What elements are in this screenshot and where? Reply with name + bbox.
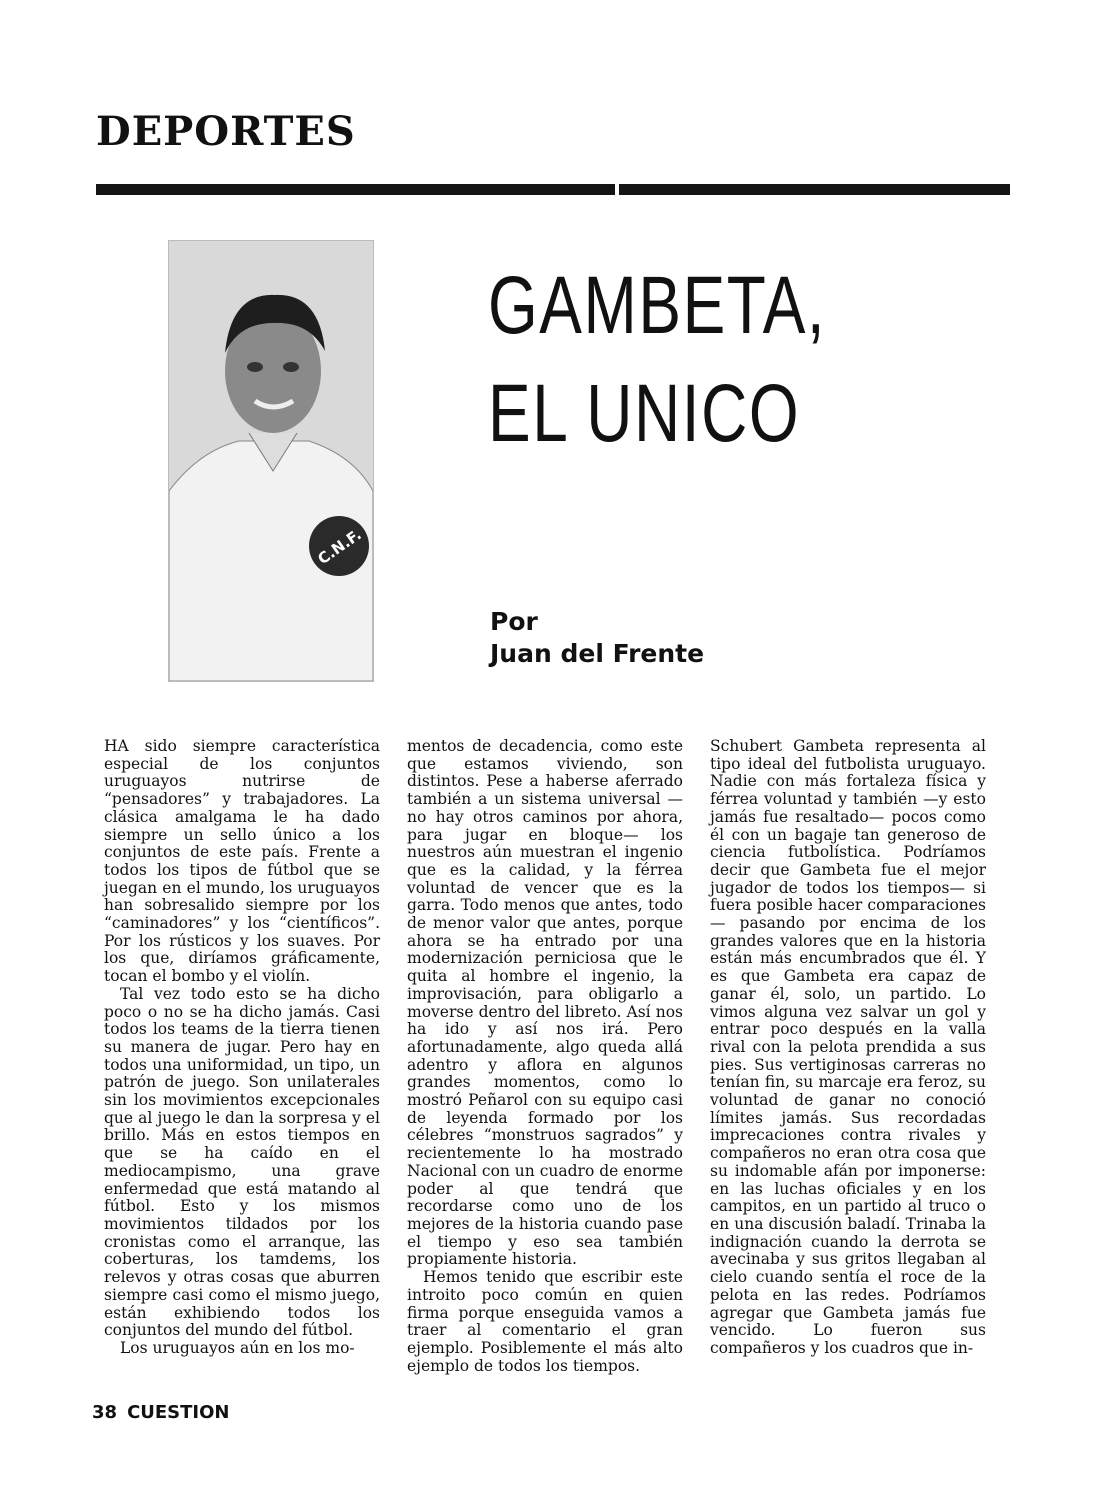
article-column-2	[407, 738, 683, 1375]
byline	[490, 606, 704, 670]
title-line-1: GAMBETA,	[488, 260, 827, 351]
header-rule-gap	[615, 184, 619, 195]
page-footer	[92, 1402, 230, 1423]
paragraph: Hemos tenido que escribir este introito poco común en quien firma porque enseguida vamos a traer al comentario el gran ejemplo. Posiblemente el más alto ejemplo de todos los tiempos.	[407, 1268, 683, 1375]
section-label: DEPORTES	[96, 108, 356, 155]
byline-prefix: Por	[490, 607, 538, 636]
player-photo	[168, 240, 374, 682]
article-column-1	[104, 738, 380, 1358]
paragraph: HA sido siempre característica especial de los conjuntos uruguayos nutrirse de “pensadores” y trabajadores. La clásica amalgama le ha dado siempre un sello único a los conjuntos de este país. Frente a todos los tipos de fútbol que se juegan en el mundo, los uruguayos han sobresalido siempre por los “caminadores” y los “científicos”. Por los rústicos y los suaves. Por los que, diríamos gráficamente, tocan el bombo y el violín.	[104, 737, 380, 986]
paragraph: Tal vez todo esto se ha dicho poco o no se ha dicho jamás. Casi todos los teams de la tierra tienen su manera de jugar. Pero hay en todos una uniformidad, un tipo, un patrón de juego. Son unilaterales sin los movimientos excepcionales que al juego le dan la sorpresa y el brillo. Más en estos tiempos en que se ha caído en el mediocampismo, una grave enfermedad que está matando al fútbol. Esto y los mismos movimientos tildados por los cronistas como el arranque, las coberturas, los tamdems, los relevos y otras cosas que aburren siempre casi como el mismo juego, están exhibiendo todos los conjuntos del mundo del fútbol.	[104, 984, 380, 1340]
article-column-3	[710, 738, 986, 1358]
article-title	[488, 252, 894, 468]
magazine-name: CUESTION	[127, 1402, 230, 1423]
page-number: 38	[92, 1402, 118, 1423]
paragraph: Los uruguayos aún en los mo-	[120, 1338, 355, 1357]
header-rule	[96, 184, 1010, 195]
byline-author: Juan del Frente	[490, 639, 705, 668]
paragraph: Schubert Gambeta representa al tipo ideal del futbolista uruguayo. Nadie con más fortaleza física y férrea voluntad y también —y esto jamás fue resaltado— pocos como él con un bagaje tan generoso de ciencia futbolística. Podríamos decir que Gambeta fue el mejor jugador de todos los tiempos— si fuera posible hacer comparaciones— pasando por encima de los grandes valores que en la historia están más encumbrados que él. Y es que Gambeta era capaz de ganar él, solo, un partido. Lo vimos alguna vez salvar un gol y entrar poco después en la valla rival con la pelota prendida a sus pies. Sus vertiginosas carreras no tenían fin, su marcaje era feroz, su voluntad de ganar no conoció límites jamás. Sus recordadas imprecaciones contra rivales y compañeros no eran otra cosa que su indomable afán por imponerse: en las luchas oficiales y en los campitos, en un partido al truco o en una discusión baladí. Trinaba la indignación cuando la derrota se avecinaba y sus gritos llegaban al cielo cuando sentía el roce de la pelota en las redes. Podríamos agregar que Gambeta jamás fue vencido. Lo fueron sus compañeros y los cuadros que in-	[710, 737, 986, 1357]
shirt-badge: C.N.F.	[314, 525, 365, 569]
title-line-2: EL UNICO	[488, 368, 801, 459]
player-silhouette-icon	[169, 241, 373, 681]
paragraph: mentos de decadencia, como este que estamos viviendo, son distintos. Pese a haberse aferrado también a un sistema universal —no hay otros caminos por ahora, para jugar en bloque— los nuestros aún muestran el ingenio que es la calidad, y la férrea voluntad de vencer que es la garra. Todo menos que antes, todo de menor valor que antes, porque ahora se ha entrado por una modernización perniciosa que le quita al hombre el ingenio, la improvisación, para obligarlo a moverse dentro del libreto. Así nos ha ido y así nos irá. Pero afortunadamente, algo queda allá adentro y aflora en algunos grandes momentos, como lo mostró Peñarol con su equipo casi de leyenda formado por los célebres “monstruos sagrados” y recientemente lo ha mostrado Nacional con un cuadro de enorme poder al que tendrá que recordarse como uno de los mejores de la historia cuando pase el tiempo y eso sea también propiamente historia.	[407, 737, 683, 1269]
